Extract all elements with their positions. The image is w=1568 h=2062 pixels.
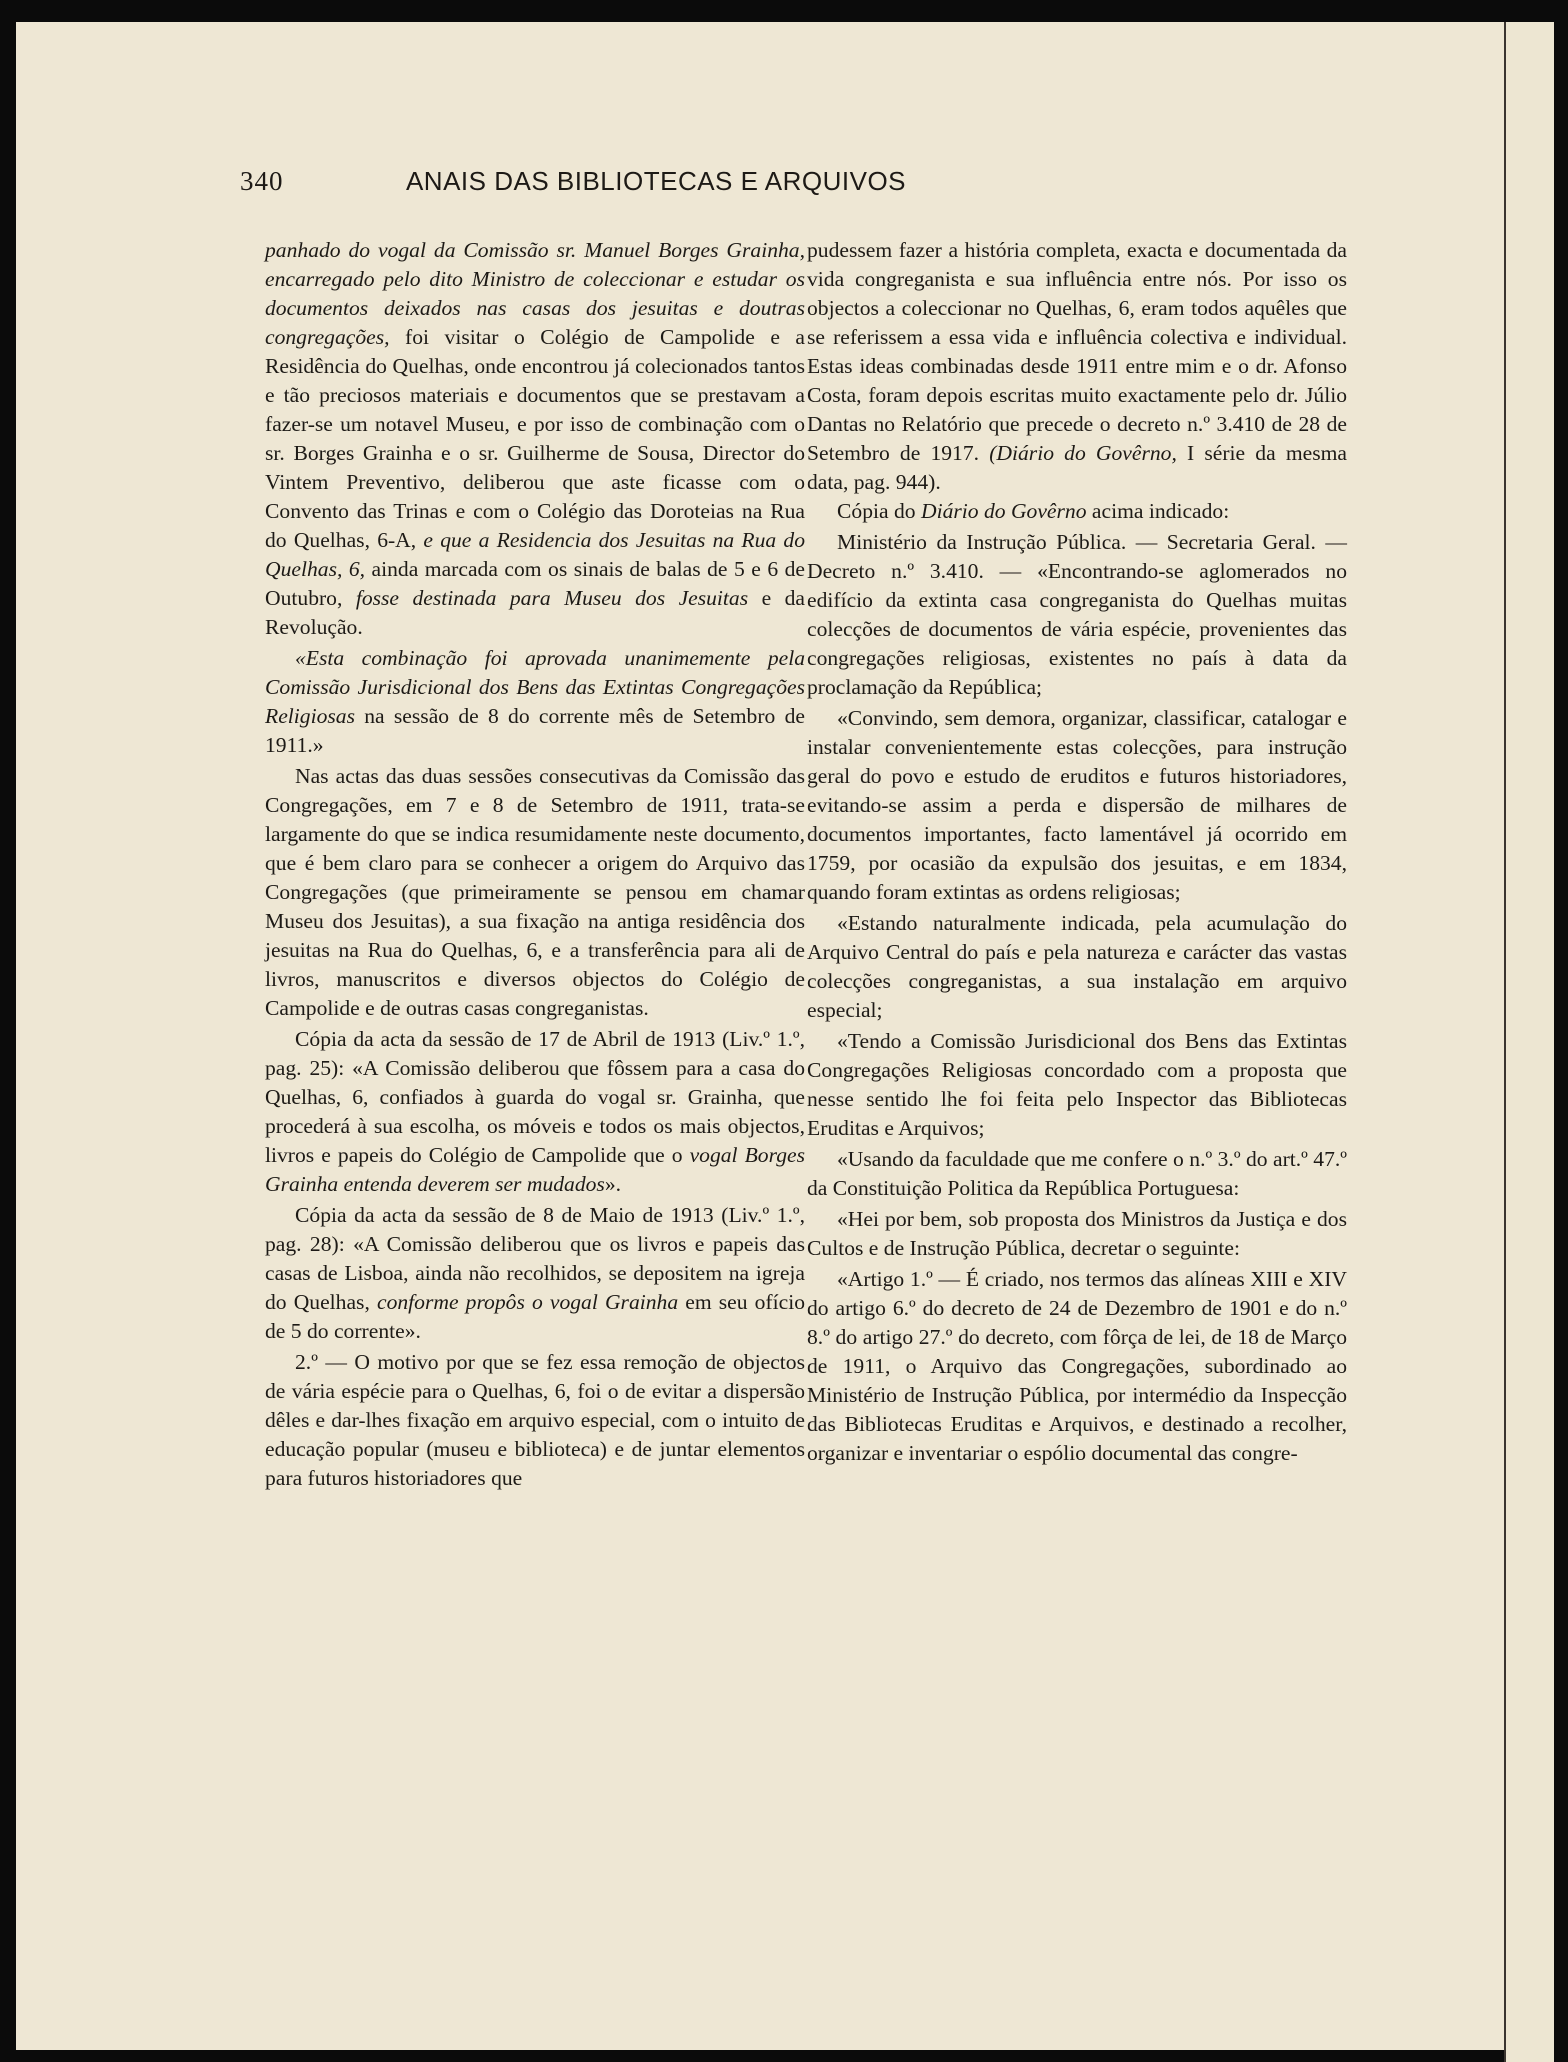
text-span: I série da mesma data, pag. 944). [807, 441, 1347, 494]
text-span: acima indicado: [1086, 499, 1230, 523]
italic-span: Diário do Govêrno [915, 499, 1087, 523]
paragraph-4 [265, 1025, 805, 1199]
running-head [240, 166, 1072, 206]
italic-span: conforme propôs o vogal Grainha [369, 1290, 679, 1314]
page-number: 340 [240, 166, 284, 196]
italic-span: panhado do vogal da Comissão sr. Manuel Borges Grainha, encarregado pelo dito Ministro de coleccionar e estudar os documentos deixados nas casas dos jesuitas e doutras congregações, [265, 238, 805, 349]
left-column [265, 236, 805, 1493]
text-span: ». [604, 1172, 622, 1196]
italic-span: (Diário do Govêrno, [979, 441, 1177, 465]
paragraph-9: «Artigo 1.º — É criado, nos termos das alíneas XIII e XIV do artigo 6.º do decreto de 24 de Dezembro de 1901 e do n.º 8.º do artigo 27.º do decreto, com fôrça de lei, de 18 de Março de 1911, o Arquivo das Congregações, subordinado ao Ministério de Instrução Pública, por intermédio da Inspecção das Bibliotecas Eruditas e Arquivos, e destinado a recolher, organizar e inventariar o espólio documental das congre- [807, 1267, 1347, 1465]
paragraph-6: 2.º — O motivo por que se fez essa remoção de objectos de vária espécie para o Quelhas, 6, foi o de evitar a dispersão dêles e dar-lhes fixação em arquivo especial, com o intuito de educação popular (museu e biblioteca) e de juntar elementos para futuros historiadores que [265, 1350, 805, 1490]
paragraph-2 [265, 644, 805, 760]
paragraph-3: Ministério da Instrução Pública. — Secretaria Geral. — Decreto n.º 3.410. — «Encontrando-se aglomerados no edifício da extinta casa congreganista do Quelhas muitas colecções de documentos de vária espécie, provenientes das congregações religiosas, existentes no país à data da proclamação da República; [807, 530, 1347, 699]
right-column [807, 236, 1347, 1468]
italic-span: e que a Residencia dos Jesuitas na Rua do Quelhas, 6, [265, 528, 806, 581]
paragraph-2 [807, 497, 1347, 526]
paragraph-6: «Tendo a Comissão Jurisdicional dos Bens das Extintas Congregações Religiosas concordado com a proposta que nesse sentido lhe foi feita pelo Inspector das Bibliotecas Eruditas e Arquivos; [807, 1029, 1347, 1140]
next-page-edge [1504, 22, 1554, 2062]
text-span: Cópia da acta da sessão de 8 de Maio de 1913 (Liv.º 1.º, pag. 28): «A Comissão deliberou que os livros e papeis das casas de Lisboa, ainda não recolhidos, se depositem na igreja do Quelhas, [265, 1203, 805, 1314]
text-span: pudessem fazer a história completa, exacta e documentada da vida congreganista e sua influência entre nós. Por isso os objectos a coleccionar no Quelhas, 6, eram todos aquêles que se referissem a essa vida e influência colectiva e individual. Estas ideas combinadas desde 1911 entre mim e o dr. Afonso Costa, foram depois escritas muito exactamente pelo dr. Júlio Dantas no Relatório que precede o decreto n.º 3.410 de 28 de Setembro de 1917. [807, 238, 1347, 465]
paragraph-5 [265, 1201, 805, 1346]
paragraph-1 [807, 236, 1347, 497]
paragraph-3: Nas actas das duas sessões consecutivas da Comissão das Congregações, em 7 e 8 de Setembro de 1911, trata-se largamente do que se indica resumidamente neste documento, que é bem claro para se conhecer a origem do Arquivo das Congregações (que primeiramente se pensou em chamar Museu dos Jesuitas), a sua fixação na antiga residência dos jesuitas na Rua do Quelhas, 6, e a transferência para ali de livros, manuscritos e diversos objectos do Colégio de Campolide e de outras casas congreganistas. [265, 764, 805, 1020]
paragraph-5: «Estando naturalmente indicada, pela acumulação do Arquivo Central do país e pela natureza e carácter das vastas colecções congreganistas, a sua instalação em arquivo especial; [807, 911, 1347, 1022]
italic-span: fosse destinada para Museu dos Jesuitas [342, 586, 749, 610]
paragraph-7: «Usando da faculdade que me confere o n.º 3.º do art.º 47.º da Constituição Politica da República Portuguesa: [807, 1147, 1347, 1200]
paragraph-4: «Convindo, sem demora, organizar, classificar, catalogar e instalar convenientemente estas colecções, para instrução geral do povo e estudo de eruditos e futuros historiadores, evitando-se assim a perda e dispersão de milhares de documentos importantes, facto lamentável já ocorrido em 1759, por ocasião da expulsão dos jesuitas, e em 1834, quando foram extintas as ordens religiosas; [807, 706, 1347, 904]
text-span: Cópia da acta da sessão de 17 de Abril de 1913 (Liv.º 1.º, pag. 25): «A Comissão deliberou que fôssem para a casa do Quelhas, 6, confiados à guarda do vogal sr. Grainha, que procederá à sua escolha, os móveis e todos os mais objectos, livros e papeis do Colégio de Campolide que o [265, 1027, 805, 1167]
text-span: e da Revolução. [265, 586, 805, 639]
italic-span: «Esta combinação foi aprovada unanimemente pela Comissão Jurisdicional dos Bens das Extintas Congregações Religiosas [265, 646, 805, 728]
italic-span: vogal Borges Grainha entenda deverem ser mudados [265, 1143, 805, 1196]
running-title: ANAIS DAS BIBLIOTECAS E ARQUIVOS [405, 166, 907, 196]
paragraph-1 [265, 236, 805, 642]
text-span: na sessão de 8 do corrente mês de Setembro de 1911.» [265, 704, 805, 757]
text-span: foi visitar o Colégio de Campolide e a Residência do Quelhas, onde encontrou já colecionados tantos e tão preciosos materiais e documentos que se prestavam a fazer-se um notavel Museu, e por isso de combinação com o sr. Borges Grainha e o sr. Guilherme de Sousa, Director do Vintem Preventivo, deliberou que aste ficasse com o Convento das Trinas e com o Colégio das Doroteias na Rua do Quelhas, 6-A, [265, 325, 805, 552]
text-span: ainda marcada com os sinais de balas de 5 e 6 de Outubro, [265, 557, 806, 610]
text-span: em seu ofício de 5 do corrente». [265, 1290, 806, 1343]
text-span: Cópia do [837, 499, 916, 523]
paragraph-8: «Hei por bem, sob proposta dos Ministros da Justiça e dos Cultos e de Instrução Pública, decretar o seguinte: [807, 1207, 1347, 1260]
